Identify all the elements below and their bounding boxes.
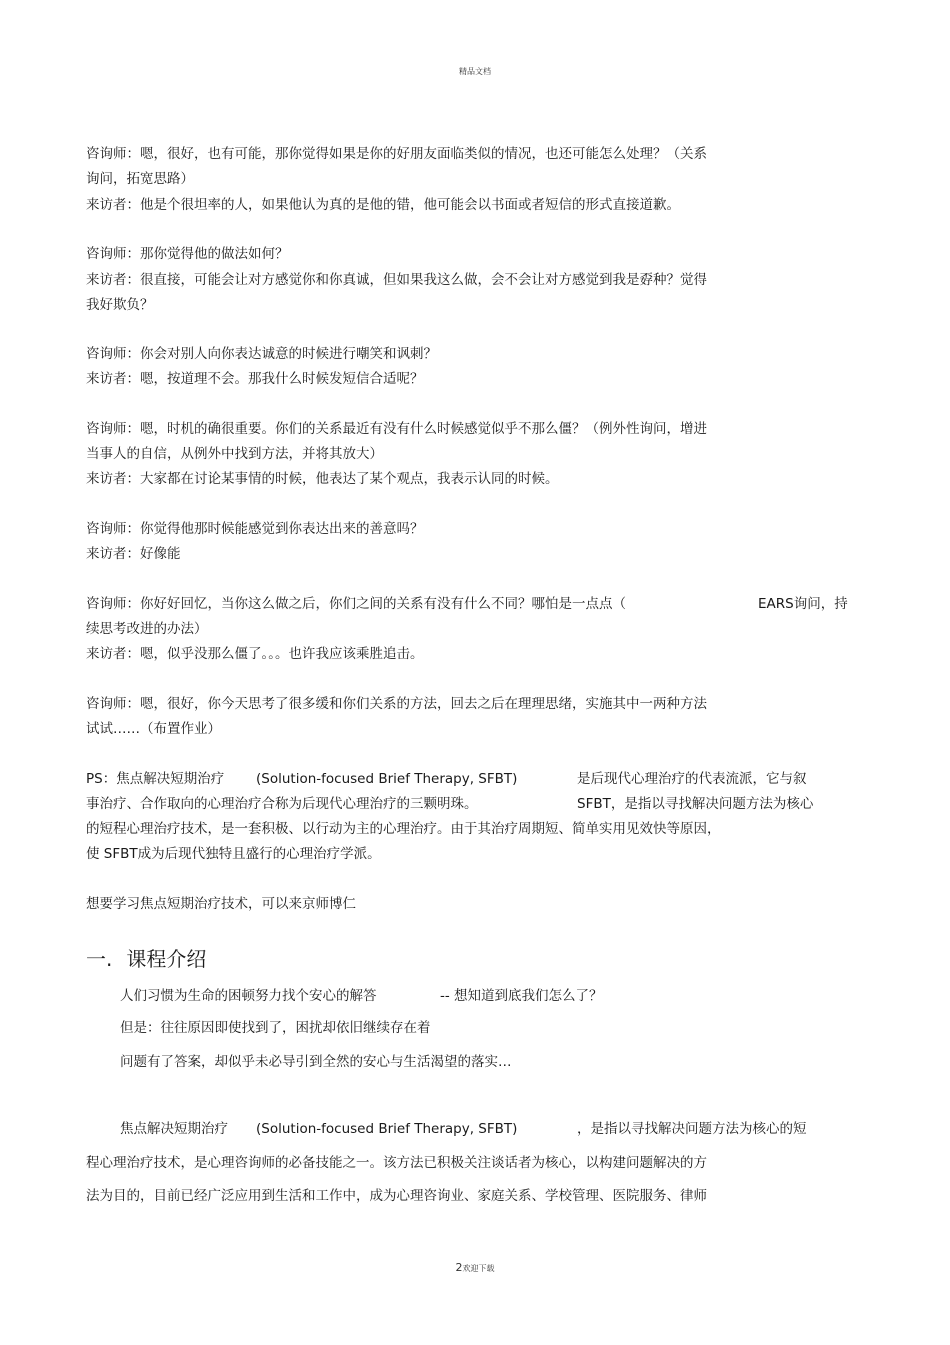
ps-line-tail: 是后现代心理治疗的代表流派，它与叙 (577, 771, 807, 787)
intro-line: 但是：往往原因即使找到了，困扰却依旧继续存在着 (120, 1020, 431, 1036)
dialogue-line: 来访者：他是个很坦率的人，如果他认为真的是他的错，他可能会以书面或者短信的形式直接道歉。 (86, 197, 680, 213)
footer-text: 欢迎下载 (462, 1264, 495, 1273)
ps-line-tail: SFBT，是指以寻找解决问题方法为核心 (577, 796, 814, 812)
dialogue-line: 咨询师：你觉得他那时候能感觉到你表达出来的善意吗？ (86, 521, 424, 537)
intro-line: 人们习惯为生命的困顿努力找个安心的解答 (120, 988, 377, 1004)
dialogue-line: 来访者：好像能 (86, 546, 181, 562)
dialogue-line-tail: EARS询问，持 (758, 596, 848, 612)
dialogue-line: 我好欺负？ (86, 297, 154, 313)
para-english-term: (Solution-focused Brief Therapy, SFBT) (256, 1121, 518, 1137)
para-line-tail: ，是指以寻找解决问题方法为核心的短 (577, 1121, 807, 1137)
para-lead: 焦点解决短期治疗 (120, 1121, 228, 1137)
ps-line: 事治疗、合作取向的心理治疗合称为后现代心理治疗的三颗明珠。 (86, 796, 478, 812)
dialogue-line: 咨询师：嗯，很好，也有可能，那你觉得如果是你的好朋友面临类似的情况，也还可能怎么处理？（关系 (86, 146, 707, 162)
ps-english-term: (Solution-focused Brief Therapy, SFBT) (256, 771, 518, 787)
para-line: 程心理治疗技术，是心理咨询师的必备技能之一。该方法已积极关注谈话者为核心，以构建问题解决的方 (86, 1155, 707, 1171)
ps-lead: PS：焦点解决短期治疗 (86, 771, 225, 787)
dialogue-line: 来访者：很直接，可能会让对方感觉你和你真诚，但如果我这么做，会不会让对方感觉到我是孬种？觉得 (86, 272, 707, 288)
ps-line: 使 SFBT成为后现代独特且盛行的心理治疗学派。 (86, 846, 381, 862)
page-header: 精品文档 (459, 67, 491, 76)
dialogue-line: 咨询师：嗯，时机的确很重要。你们的关系最近有没有什么时候感觉似乎不那么僵？（例外性询问，增进 (86, 421, 707, 437)
dialogue-line: 来访者：嗯，似乎没那么僵了。。。也许我应该乘胜追击。 (86, 646, 424, 662)
dialogue-line: 咨询师：嗯，很好，你今天思考了很多缓和你们关系的方法，回去之后在理理思绪，实施其中一两种方法 (86, 696, 707, 712)
dialogue-line: 咨询师：你会对别人向你表达诚意的时候进行嘲笑和讽刺？ (86, 346, 437, 362)
page-footer (0, 1261, 950, 1274)
dialogue-line: 来访者：嗯，按道理不会。那我什么时候发短信合适呢？ (86, 371, 424, 387)
intro-line-tail: -- 想知道到底我们怎么了？ (440, 988, 603, 1004)
dialogue-line: 咨询师：那你觉得他的做法如何？ (86, 246, 289, 262)
dialogue-line: 询问，拓宽思路） (86, 171, 194, 187)
dialogue-line: 续思考改进的办法） (86, 621, 208, 637)
promo-text: 想要学习焦点短期治疗技术，可以来京师博仁 (86, 896, 356, 912)
section-title: 课程介绍 (126, 947, 207, 971)
intro-line: 问题有了答案，却似乎未必导引到全然的安心与生活渴望的落实… (120, 1054, 512, 1070)
dialogue-line: 当事人的自信，从例外中找到方法，并将其放大） (86, 446, 383, 462)
page-number: 2 (455, 1261, 463, 1274)
dialogue-line: 来访者：大家都在讨论某事情的时候，他表达了某个观点，我表示认同的时候。 (86, 471, 559, 487)
dialogue-line: 咨询师：你好好回忆，当你这么做之后，你们之间的关系有没有什么不同？哪怕是一点点（ (86, 596, 626, 612)
dialogue-line: 试试……（布置作业） (86, 721, 221, 737)
section-number: 一. (86, 947, 113, 971)
ps-line: 的短程心理治疗技术，是一套积极、以行动为主的心理治疗。由于其治疗周期短、简单实用见效快等原因， (86, 821, 721, 837)
section-heading (86, 946, 206, 972)
para-line: 法为目的，目前已经广泛应用到生活和工作中，成为心理咨询业、家庭关系、学校管理、医院服务、律师 (86, 1188, 707, 1204)
